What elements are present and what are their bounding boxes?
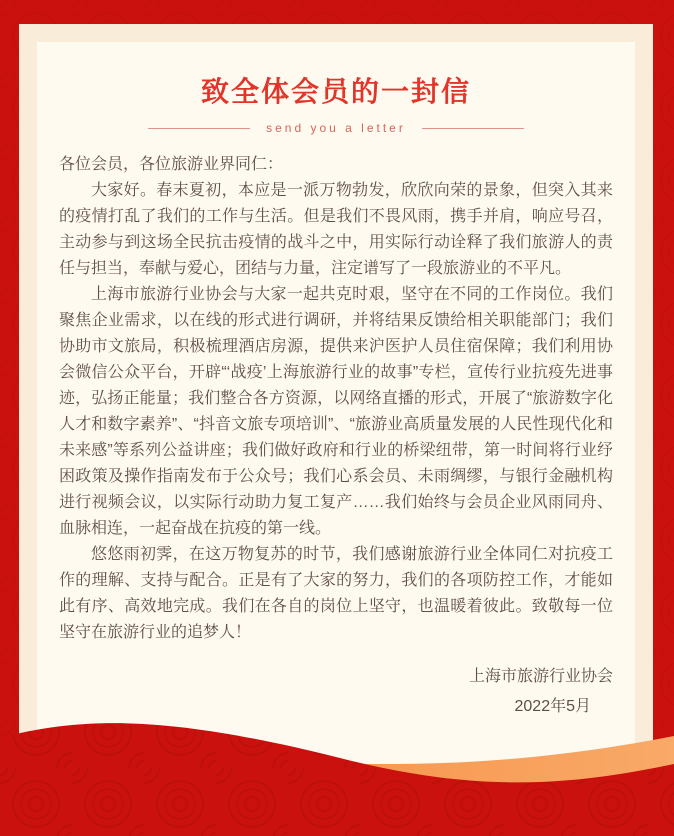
signature-date: 2022年5月 xyxy=(514,698,591,715)
letter-salutation: 各位会员，各位旅游业界同仁： xyxy=(59,156,284,173)
letter-inner-panel xyxy=(37,42,635,782)
subtitle-right-line xyxy=(422,128,524,129)
letter-card xyxy=(19,24,653,800)
letter-paragraph-3: 悠悠雨初霁，在这万物复苏的时节，我们感谢旅游行业全体同仁对抗疫工作的理解、支持与配合。正是有了大家的努力，我们的各项防控工作，才能如此有序、高效地完成。我们在各自的岗位上坚守，也温暖着彼此。致敬每一位坚守在旅游行业的追梦人！ xyxy=(59,546,613,641)
letter-paragraph-2: 上海市旅游行业协会与大家一起共克时艰，坚守在不同的工作岗位。我们聚焦企业需求，以在线的形式进行调研，并将结果反馈给相关职能部门；我们协助市文旅局，积极梳理酒店房源，提供来沪医护人员住宿保障；我们利用协会微信公众平台，开辟“‘战疫’上海旅游行业的故事”专栏，宣传行业抗疫先进事迹，弘扬正能量；我们整合各方资源，以网络直播的形式，开展了“旅游数字化人才和数字素养”、“抖音文旅专项培训”、“旅游业高质量发展的人民性现代化和未来感”等系列公益讲座；我们做好政府和行业的桥梁纽带，第一时间将行业纾困政策及操作指南发布于公众号；我们心系会员、未雨绸缪，与银行金融机构进行视频会议，以实际行动助力复工复产……我们始终与会员企业风雨同舟、血脉相连，一起奋战在抗疫的第一线。 xyxy=(59,286,613,537)
letter-paragraph-1: 大家好。春末夏初，本应是一派万物勃发，欣欣向荣的景象，但突入其来的疫情打乱了我们的工作与生活。但是我们不畏风雨，携手并肩，响应号召，主动参与到这场全民抗击疫情的战斗之中，用实际行动诠释了我们旅游人的责任与担当，奉献与爱心，团结与力量，注定谱写了一段旅游业的不平凡。 xyxy=(59,182,613,277)
subtitle-row xyxy=(37,121,635,135)
signature-organization: 上海市旅游行业协会 xyxy=(468,668,613,685)
subtitle-text: send you a letter xyxy=(266,121,406,135)
bottom-wave-decoration xyxy=(0,696,674,836)
page-title: 致全体会员的一封信 xyxy=(200,76,471,107)
letter-body xyxy=(59,152,613,722)
subtitle-left-line xyxy=(148,128,250,129)
